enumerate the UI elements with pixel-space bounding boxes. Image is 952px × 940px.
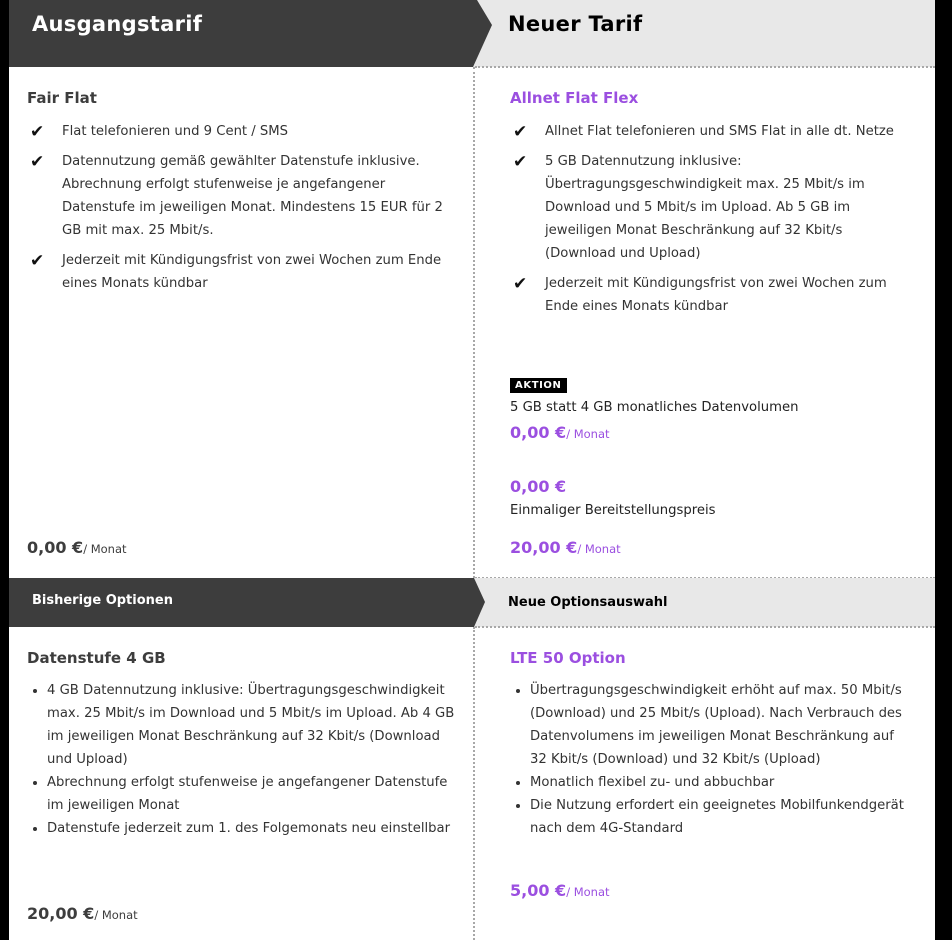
feature-item: ✔ 5 GB Datennutzung inklusive: Übertragungsgeschwindigkeit max. 25 Mbit/s im Download und 5 Mbit/s im Upload. Ab 5 GB im jeweiligen Monat Beschränkung auf 32 Kbit/s (Download und Upload) (513, 152, 865, 261)
setup-label: Einmaliger Bereitstellungspreis (510, 503, 716, 518)
options-chevron-arrow (473, 578, 489, 627)
feature-item: ✔ Flat telefonieren und 9 Cent / SMS (30, 122, 289, 142)
option-item: • Monatlich flexibel zu- und abbuchbar (530, 771, 905, 794)
new-option-section (510, 649, 905, 840)
column-divider (473, 627, 475, 940)
tariff-comparison (9, 0, 935, 940)
new-options-title: Neue Optionsauswahl (508, 595, 668, 610)
checkmark-icon: ✔ (513, 122, 528, 142)
old-options-title: Bisherige Optionen (32, 593, 173, 608)
new-tariff-header (473, 0, 935, 67)
old-plan-name: Fair Flat (27, 89, 97, 107)
feature-item: ✔ Jederzeit mit Kündigungsfrist von zwei Wochen zum Ende eines Monats kündbar (513, 274, 887, 314)
option-item: • 4 GB Datennutzung inklusive: Übertragungsgeschwindigkeit max. 25 Mbit/s im Download und 5 Mbit/s im Upload. Ab 4 GB im jeweiligen Monat Beschränkung auf 32 Kbit/s (Download und Upload) (47, 679, 457, 771)
old-option-section (27, 649, 457, 840)
checkmark-icon: ✔ (30, 251, 45, 271)
old-option-items (27, 679, 457, 840)
old-options-header (9, 578, 473, 627)
old-option-price: 20,00 €/ Monat (27, 904, 138, 923)
promo-section (510, 373, 567, 393)
old-plan-section (27, 89, 452, 302)
new-plan-features (510, 120, 905, 318)
feature-item: ✔ Jederzeit mit Kündigungsfrist von zwei Wochen zum Ende eines Monats kündbar (30, 251, 442, 291)
promo-price: 0,00 €/ Monat (510, 423, 610, 442)
old-tariff-header (9, 0, 473, 67)
new-option-items (510, 679, 905, 840)
setup-price: 0,00 € (510, 477, 567, 496)
header-chevron-arrow (473, 0, 493, 67)
new-plan-price: 20,00 €/ Monat (510, 538, 621, 557)
new-tariff-title: Neuer Tarif (508, 12, 643, 36)
option-item: • Datenstufe jederzeit zum 1. des Folgemonats neu einstellbar (47, 817, 457, 840)
option-item: • Abrechnung erfolgt stufenweise je angefangener Datenstufe im jeweiligen Monat (47, 771, 457, 817)
old-plan-price: 0,00 €/ Monat (27, 538, 127, 557)
divider-line (475, 626, 935, 628)
checkmark-icon: ✔ (513, 274, 528, 294)
feature-item: ✔ Datennutzung gemäß gewählter Datenstufe inklusive. Abrechnung erfolgt stufenweise je angefangener Datenstufe im jeweiligen Monat. Mindestens 15 EUR für 2 GB mit max. 25 Mbit/s. (30, 152, 443, 238)
new-options-header (473, 578, 935, 627)
promo-text: 5 GB statt 4 GB monatliches Datenvolumen (510, 400, 799, 415)
option-item: • Die Nutzung erfordert ein geeignetes Mobilfunkendgerät nach dem 4G-Standard (530, 794, 905, 840)
column-divider (473, 67, 475, 578)
old-option-name: Datenstufe 4 GB (27, 649, 166, 667)
feature-item: ✔ Allnet Flat telefonieren und SMS Flat in alle dt. Netze (513, 122, 894, 142)
checkmark-icon: ✔ (513, 152, 528, 172)
promo-badge: AKTION (510, 378, 567, 393)
divider-line (475, 66, 935, 68)
checkmark-icon: ✔ (30, 122, 45, 142)
new-option-name: LTE 50 Option (510, 649, 626, 667)
new-option-price: 5,00 €/ Monat (510, 881, 610, 900)
old-plan-features (27, 120, 452, 295)
old-tariff-title: Ausgangstarif (32, 12, 203, 36)
new-plan-name: Allnet Flat Flex (510, 89, 639, 107)
checkmark-icon: ✔ (30, 152, 45, 172)
new-plan-section (510, 89, 905, 325)
option-item: • Übertragungsgeschwindigkeit erhöht auf max. 50 Mbit/s (Download) und 25 Mbit/s (Upload). Nach Verbrauch des Datenvolumens im jeweiligen Monat Beschränkung auf 32 Kbit/s (Download) und 32 Kbit/s (Upload) (530, 679, 905, 771)
